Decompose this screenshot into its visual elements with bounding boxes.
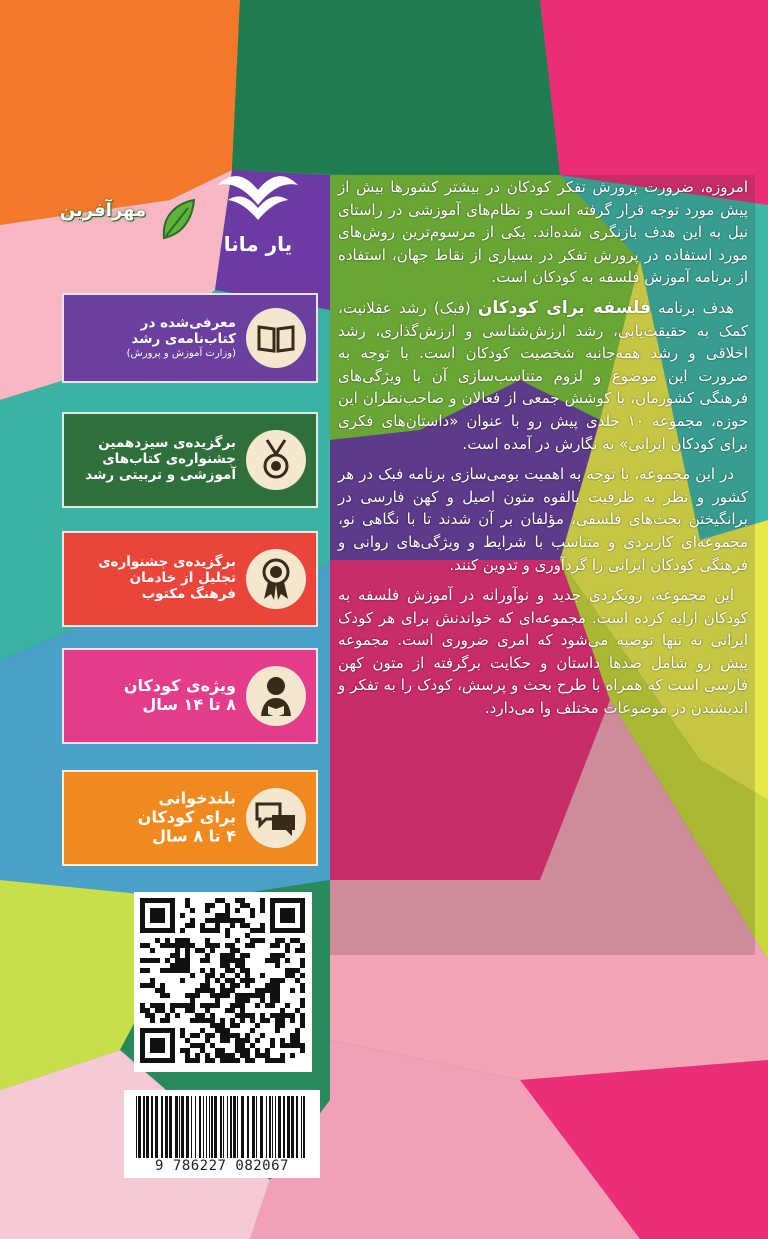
paragraph-2-lead: هدف برنامه <box>658 298 734 317</box>
paragraph-2 <box>338 297 748 455</box>
open-book-icon <box>246 308 306 368</box>
speech-bubbles-icon <box>246 788 306 848</box>
child-reading-icon <box>246 666 306 726</box>
open-book-bird-icon <box>208 160 308 230</box>
badge-line: ویژه‌ی کودکان <box>123 676 236 696</box>
badge-line: آموزشی و تربیتی رشد <box>85 466 236 483</box>
imprint-name: مهرآفرین <box>59 200 147 221</box>
badge-line: برگزیده‌ی سیزدهمین <box>98 435 236 452</box>
badge-line: تجلیل از خادمان <box>129 570 236 587</box>
publisher-name: یار مانا <box>223 232 293 256</box>
back-cover-text <box>338 176 748 728</box>
badge-written-culture <box>62 531 318 627</box>
badge-line: ۸ تا ۱۴ سال <box>142 695 236 714</box>
badge-read-aloud-4-8 <box>62 770 318 866</box>
badge-line: برای کودکان <box>137 807 236 827</box>
mehrafarin-logo <box>48 188 198 258</box>
qr-code <box>134 892 312 1072</box>
medal-icon <box>246 430 306 490</box>
badge-roshd-festival <box>62 412 318 508</box>
paragraph-4: این مجموعه، رویکردی جدید و نوآورانه در آموزش فلسفه به کودکان ارایه کرده است. مجموعه‌ای که خواندنش برای هر کودک ایرانی نه تنها توصیه می‌شود که امری ضروری است. مجموعه پیش رو شامل صدها داستان و حکایت برگرفته از متون کهن فارسی است که همراه با طرح بحث و پرسش، کودک را به تفکر و اندیشیدن در موضوعات مختلف وا می‌دارد. <box>338 586 748 718</box>
paragraph-2-rest: (فبک) رشد عقلانیت، کمک به حقیقت‌یابی، رشد ارزش‌شناسی و ارزش‌گذاری، رشد اخلاقی و رشد همه‌جانبه شخصیت کودکان است. با توجه به ضرورت این موضوع و لزوم متناسب‌سازی آن با ویژگی‌های فرهنگی کشورمان، با کوشش جمعی از فعالان و صاحب‌نظران این حوزه، مجموعه ۱۰ جلدی پیش رو با عنوان «داستان‌های فکری برای کودکان ایرانی» به نگارش در آمده است. <box>338 298 748 453</box>
award-ribbon-icon <box>246 549 306 609</box>
isbn-barcode <box>124 1090 320 1178</box>
badge-line: بلندخوانی <box>158 788 236 808</box>
badge-line: کتاب‌نامه‌ی رشد <box>131 331 236 348</box>
badge-age-8-14 <box>62 648 318 744</box>
paragraph-3: در این مجموعه، با توجه به اهمیت بومی‌سازی برنامه فبک در هر کشور و نظر به ظرفیت بالقوه متون اصیل و کهن فارسی در برانگیختن بحث‌های فلسفی، مؤلفان بر آن شدند تا با نگاهی نو، مجموعه‌ای کاربردی و متناسب با شرایط و ویژگی‌های روانی و فرهنگی کودکان ایرانی را گردآوری و تدوین کنند. <box>338 465 748 574</box>
badge-sub: (وزارت آموزش و پرورش) <box>126 348 236 360</box>
badge-line: برگزیده‌ی جشنواره‌ی <box>98 554 236 571</box>
badge-line: معرفی‌شده در <box>140 315 236 332</box>
badge-line: فرهنگ مکتوب <box>141 585 236 602</box>
badge-roshd-booklist <box>62 293 318 383</box>
yarmana-logo <box>208 160 308 270</box>
isbn-number: 9 786227 082067 <box>155 1158 289 1174</box>
paragraph-1: امروزه، ضرورت پرورش تفکر کودکان در بیشتر کشورها بیش از پیش مورد توجه قرار گرفته است و نظام‌های آموزشی در راستای نیل به این هدف بازنگری شده‌اند. یکی از مرسوم‌ترین روش‌های مورد استفاده در پرورش تفکر در بسیاری از نقاط جهان، استفاده از برنامه آموزش فلسفه به کودکان است. <box>338 178 748 287</box>
badge-line: جشنواره‌ی کتاب‌های <box>102 451 236 468</box>
program-name: فلسفه برای کودکان <box>477 297 651 318</box>
badge-line: ۴ تا ۸ سال <box>152 826 236 846</box>
leaf-icon <box>158 198 198 242</box>
